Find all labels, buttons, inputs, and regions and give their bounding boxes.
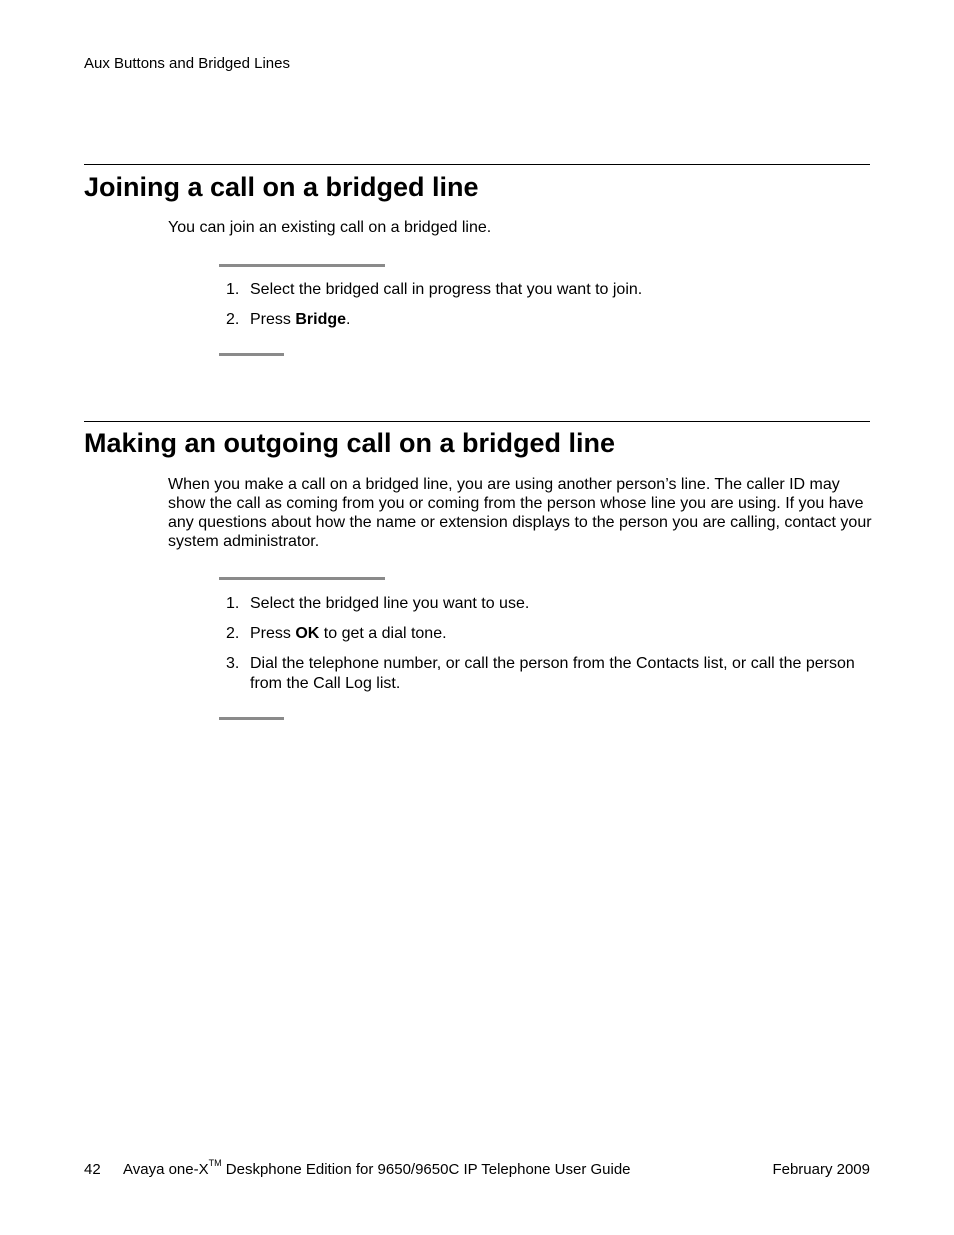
steps-list-outgoing — [224, 594, 864, 704]
page-number: 42 — [84, 1161, 101, 1178]
trademark-mark: TM — [208, 1158, 222, 1168]
step-item — [224, 280, 864, 300]
step-text: Press — [250, 311, 296, 328]
section-divider — [84, 421, 870, 422]
procedure-start-bar — [219, 264, 385, 267]
step-text: Select the bridged call in progress that you want to join. — [250, 281, 643, 298]
procedure-end-bar — [219, 353, 284, 356]
step-item — [224, 624, 864, 644]
procedure-start-bar — [219, 577, 385, 580]
step-item — [224, 310, 864, 330]
footer-guide-title — [123, 1158, 631, 1178]
steps-list-joining — [224, 280, 864, 340]
step-number: 1. — [226, 595, 240, 612]
step-item — [224, 654, 864, 694]
product-name: Avaya one-X — [123, 1161, 209, 1178]
section-intro-outgoing: When you make a call on a bridged line, you are using another person’s line. The caller ID may show the call as coming from you or coming from the person whose line you are using. If you have any questions about how the name or extension displays to the person you are calling, contact your system administrator. — [168, 476, 872, 550]
section-title-joining: Joining a call on a bridged line — [84, 172, 479, 202]
step-number: 2. — [226, 625, 240, 642]
procedure-end-bar — [219, 717, 284, 720]
step-text: Select the bridged line you want to use. — [250, 595, 530, 612]
section-divider — [84, 164, 870, 165]
section-title-outgoing: Making an outgoing call on a bridged line — [84, 428, 616, 458]
step-text-end: . — [346, 311, 351, 328]
step-item — [224, 594, 864, 614]
step-number: 3. — [226, 655, 240, 672]
section-intro-joining: You can join an existing call on a bridged line. — [168, 219, 492, 236]
step-text-end: to get a dial tone. — [319, 625, 447, 642]
step-number: 2. — [226, 311, 240, 328]
running-header: Aux Buttons and Bridged Lines — [84, 55, 290, 72]
ok-key-label: OK — [295, 625, 320, 642]
bridge-key-label: Bridge — [295, 311, 347, 328]
guide-title: Deskphone Edition for 9650/9650C IP Telephone User Guide — [221, 1161, 631, 1178]
step-text: Dial the telephone number, or call the person from the Contacts list, or call the person from the Call Log list. — [250, 655, 855, 692]
footer-date: February 2009 — [772, 1161, 870, 1178]
step-number: 1. — [226, 281, 240, 298]
step-text: Press — [250, 625, 296, 642]
